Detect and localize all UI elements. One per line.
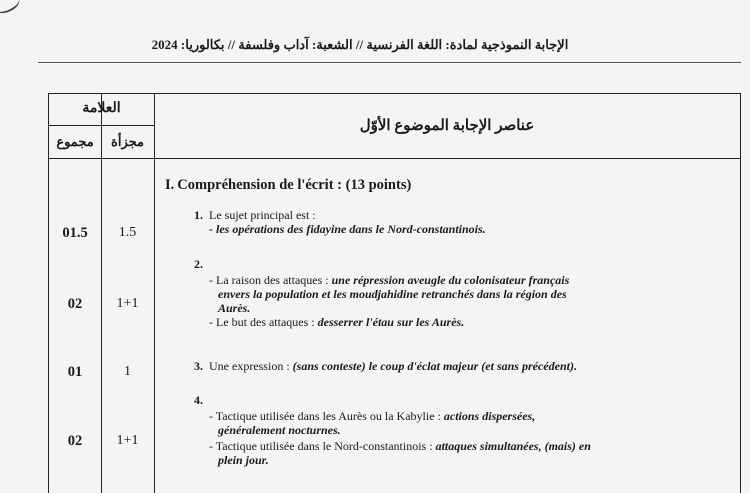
question-number: 3.: [194, 359, 203, 373]
grade-header: العلامة: [82, 101, 121, 116]
partial-score: 1.5: [118, 225, 137, 240]
answer-text: plein jour.: [218, 453, 269, 467]
row-divider: [49, 125, 154, 126]
question-number: 2.: [194, 257, 203, 271]
question-number: 4.: [194, 393, 203, 407]
question-prompt: Une expression :: [209, 359, 293, 373]
answer-text: (sans conteste) le coup d'éclat majeur (et sans précédent).: [292, 359, 577, 373]
answer-line: [209, 315, 729, 329]
question-prompt: Le sujet principal est :: [209, 208, 316, 222]
answer-text: généralement nocturnes.: [218, 423, 341, 437]
answer-label: - Tactique utilisée dans le Nord-constantinois :: [209, 439, 436, 453]
partial-column-header: مجزأة: [111, 134, 144, 149]
section-numeral: I.: [165, 177, 175, 193]
page-header: الإجابة النموذجية لمادة: اللغة الفرنسية // الشعبة: آداب وفلسفة // بكالوريا: 2024: [151, 37, 569, 52]
answer-line: [209, 409, 729, 423]
answer-text: actions dispersées,: [443, 409, 536, 423]
question-3: [194, 359, 577, 373]
total-score: 01: [67, 364, 83, 380]
question-2: [194, 257, 209, 271]
answer-text: une répression aveugle du colonisateur français: [331, 273, 570, 287]
answer-table: [48, 93, 741, 493]
question-number: 1.: [194, 208, 203, 222]
answer-text: attaques simultanées, (mais) en: [435, 439, 591, 453]
partial-score: 1: [124, 364, 131, 379]
answer-text: envers la population et les moudjahidine retranchés dans la région des: [218, 287, 567, 301]
partial-score: 1+1: [116, 296, 139, 311]
question-4: [194, 393, 209, 407]
column-divider: [154, 94, 155, 493]
partial-score: 1+1: [116, 433, 139, 448]
total-score: 02: [67, 433, 83, 449]
section-points: : (13 points): [333, 177, 412, 193]
answer-line: [209, 273, 729, 287]
header-divider: [38, 62, 741, 63]
content-header: عناصر الإجابة الموضوع الأوّل: [359, 118, 535, 134]
section-name: Compréhension de l'écrit: [177, 177, 334, 193]
corner-pen-mark: [0, 0, 22, 17]
total-score: 02: [67, 296, 83, 312]
section-title: [165, 178, 411, 192]
answer-text: desserrer l'étau sur les Aurès.: [317, 315, 465, 329]
answer-label: - Tactique utilisée dans les Aurès ou la Kabylie :: [209, 409, 444, 423]
answer-line: [209, 439, 729, 453]
row-divider: [49, 158, 740, 159]
total-score: 01.5: [62, 225, 88, 241]
total-column-header: مجموع: [56, 134, 94, 149]
answer-text: Aurès.: [218, 301, 251, 315]
question-1: [194, 208, 316, 222]
answer-label: - Le but des attaques :: [209, 315, 318, 329]
answer-text: - les opérations des fidayine dans le Nord-constantinois.: [209, 222, 486, 236]
answer-label: - La raison des attaques :: [209, 273, 332, 287]
